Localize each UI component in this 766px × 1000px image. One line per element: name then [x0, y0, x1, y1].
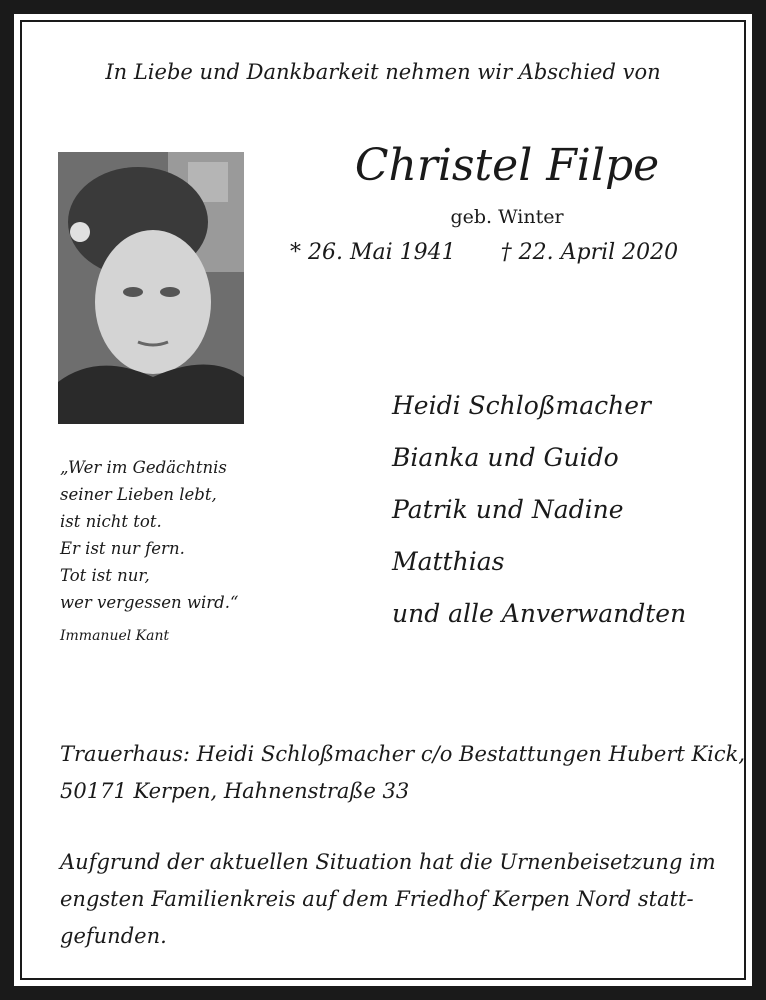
mourner: und alle Anverwandten — [392, 599, 687, 628]
quote-line: Er ist nur fern. — [60, 539, 185, 558]
maiden-name: geb. Winter — [450, 206, 564, 228]
life-dates — [290, 240, 710, 265]
quote-line: Tot ist nur, — [60, 566, 150, 585]
mourners-list — [392, 380, 732, 640]
mourner: Matthias — [392, 547, 505, 576]
notice-line: gefunden. — [60, 924, 167, 948]
mourner: Bianka und Guido — [392, 443, 619, 472]
notice-line: engsten Familienkreis auf dem Friedhof Kerpen Nord statt- — [60, 887, 694, 911]
burial-notice — [60, 844, 720, 955]
portrait-photo — [58, 152, 244, 424]
mourner: Patrik und Nadine — [392, 495, 624, 524]
quote-line: seiner Lieben lebt, — [60, 485, 217, 504]
death-date: † 22. April 2020 — [500, 240, 679, 265]
birth-date: * 26. Mai 1941 — [290, 240, 456, 265]
address-line: Trauerhaus: Heidi Schloßmacher c/o Bestattungen Hubert Kick, — [60, 742, 746, 766]
quote-author: Immanuel Kant — [60, 628, 170, 644]
memorial-quote — [60, 454, 260, 616]
deceased-name: Christel Filpe — [354, 140, 660, 191]
quote-line: „Wer im Gedächtnis — [60, 458, 227, 477]
address-line: 50171 Kerpen, Hahnenstraße 33 — [60, 779, 410, 803]
mourner: Heidi Schloßmacher — [392, 391, 651, 420]
mourning-house-address — [60, 736, 746, 810]
heading: In Liebe und Dankbarkeit nehmen wir Abschied von — [105, 60, 661, 84]
quote-line: ist nicht tot. — [60, 512, 162, 531]
quote-line: wer vergessen wird.“ — [60, 593, 239, 612]
notice-line: Aufgrund der aktuellen Situation hat die Urnenbeisetzung im — [60, 850, 716, 874]
